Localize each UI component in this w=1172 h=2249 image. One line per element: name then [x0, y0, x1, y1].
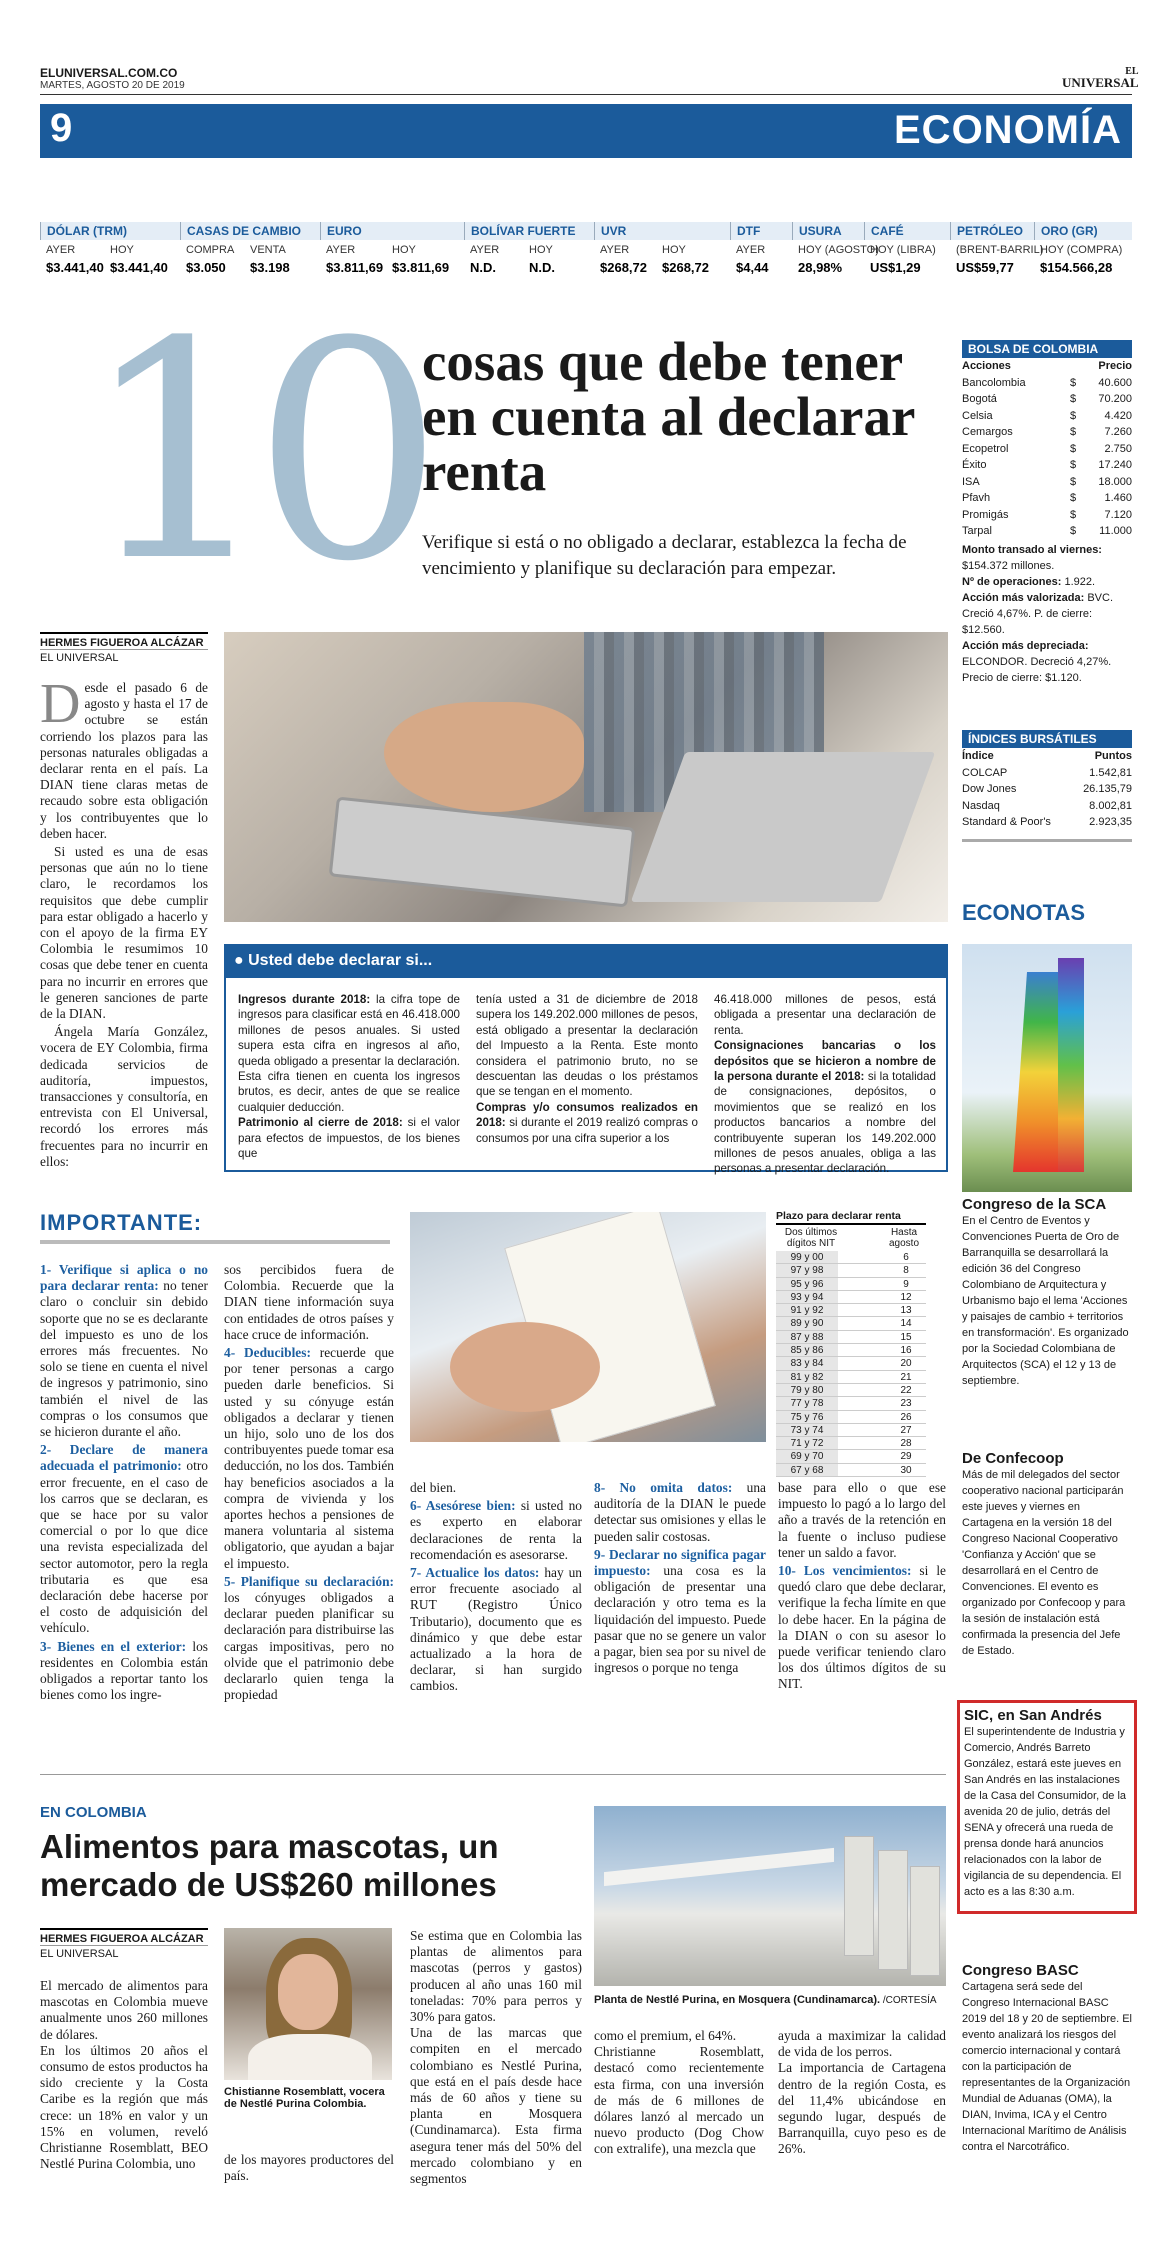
bolsa-title: BOLSA DE COLOMBIA [962, 340, 1132, 358]
kicker: EN COLOMBIA [40, 1804, 147, 1821]
market-casas-cambio: CASAS DE CAMBIO COMPRA VENTA $3.050 $3.198 [180, 222, 320, 282]
story2-col-2: de los mayores productores del país. [224, 2152, 394, 2184]
stock-row: Cemargos $ 7.260 [962, 426, 1132, 438]
deadline-row: 73 y 74 27 [776, 1424, 926, 1437]
stock-row: Ecopetrol $ 2.750 [962, 442, 1132, 455]
indices-title: ÍNDICES BURSÁTILES [962, 730, 1132, 748]
deadline-row: 81 y 82 21 [776, 1371, 926, 1384]
important-title: IMPORTANTE: [40, 1210, 203, 1235]
stock-row: ISA $ 18.000 [962, 475, 1132, 488]
deadline-row: 97 y 98 8 [776, 1264, 926, 1277]
colorful-tower-photo [962, 944, 1132, 1192]
indices-panel: ÍNDICES BURSÁTILES Índice Puntos COLCAP 1.542,81 Dow Jones 26.135,79 Nasdaq 8.002,81 Standard & Poor's 2.923,35 [962, 730, 1132, 842]
byline-2: HERMES FIGUEROA ALCÁZAR EL UNIVERSAL [40, 1928, 208, 1960]
author: HERMES FIGUEROA ALCÁZAR [40, 632, 208, 649]
portrait-caption: Chistianne Rosemblatt, vocera de Nestlé Purina Colombia. [224, 2086, 385, 2110]
market-uvr: UVR AYER HOY $268,72 $268,72 [594, 222, 730, 282]
receipt-photo [410, 1212, 766, 1442]
newspaper-logo: EL UNIVERSAL [1062, 66, 1139, 90]
important-col-3: del bien. 6- Asesórese bien: si usted no es experto en elaborar declaraciones de renta la recomendación es asesorarse. 7- Actualice los datos: hay un error frecuente asociado al RUT (Registro Único Tributario), documento que es dinámico y que debe estar actualizado a la hora de declarar, si han surgido cambios. [410, 1480, 582, 1694]
stock-row: Promigás $ 7.120 [962, 508, 1132, 521]
deadline-row: 93 y 94 12 [776, 1291, 926, 1304]
issue-date: MARTES, AGOSTO 20 DE 2019 [40, 80, 185, 91]
info-box: Ingresos durante 2018: la cifra tope de ingresos para clasificar está en 46.418.000 millones de pesos anuales. Si usted supera esta cifra en ingresos al año, queda obligado a presentar la declaración. Esta cifra tienen en cuenta los ingresos brutos, es decir, antes de que se realice cualquier deducción. Patrimonio al cierre de 2018: si el valor para efectos de impuestos, de los bienes que tenía usted a 31 de diciembre de 2018 supera los 149.202.000 millones de pesos, está obligado a presentar la declaración del Impuesto a la Renta. Este monto considera el patrimonio bruto, no se descuentan las deudas o los préstamos que se tengan en el momento. Compras y/o consumos realizados en 2018: si durante el 2019 realizó compras o consumos por una cifra superior a los 46.418.000 millones de pesos, está obligada a presentar una declaración de renta. Consignaciones bancarias o los depósitos que se hicieron a nombre de la persona durante el 2018: si la totalidad de consignaciones, depósitos, o movimientos que se realizó en los productos bancarios a nombre del contribuyente superan los 149.202.000 millones de pesos anuales, obliga a las personas a presentar declaración. [224, 978, 948, 1172]
news-sca: Congreso de la SCA En el Centro de Eventos y Convenciones Puerta de Oro de Barranquilla se desarrollará la edición 36 del Congreso Colombiano de Arquitectura y Urbanismo bajo el lema 'Acciones y paisajes de cambio + territorios en transformación'. Es organizado por la Sociedad Colombiana de Arquitectos (SCA) el 12 y 13 de septiembre. [962, 1196, 1129, 1387]
index-row: Nasdaq 8.002,81 [962, 799, 1132, 812]
plant-photo [594, 1806, 946, 1986]
bolsa-panel: BOLSA DE COLOMBIA Acciones Precio Bancolombia $ 40.600 Bogotá $ 70.200 Celsia $ 4.420 Cemargos $ 7.260 Ecopetrol $ 2.750 Éxito $ 17.240 ISA $ 18.000 Pfavh $ 1.460 Promigás $ 7.120 Tarpal $ 11.000 Monto transado al viernes: $154.372 millones. Nº de operaciones: 1.922. Acción más valorizada: BVC. Creció 4,67%. P. de cierre: $12.560. Acción más depreciada: ELCONDOR. Decreció 4,27%. Precio de cierre: $1.120. [962, 342, 1132, 684]
section-divider [40, 1774, 946, 1775]
deadline-row: 71 y 72 28 [776, 1437, 926, 1450]
important-col-1: 1- Verifique si aplica o no para declarar renta: no tener claro o concluir sin debido soporte que no se es declarante del impuesto es uno de los errores más frecuentes. No solo se tiene en cuenta el nivel de ingresos y patrimonio, sino también el nivel de las compras o los consumos que se hicieron durante el año. 2- Declare de manera adecuada el patrimonio: otro error frecuente, en el caso de los carros que se declaran, es que se hace por su valor comercial o por lo que dice una revista especializada del sector automotor, pero la regla tributaria es que esa declaración debe hacerse por el costo de adquisición del vehículo. 3- Bienes en el exterior: los residentes en Colombia están obligados a reportar tanto los bienes como los ingre- [40, 1262, 208, 1703]
market-usura: USURA HOY (AGOSTO) 28,98% [792, 222, 864, 282]
section-band [40, 104, 1132, 158]
plant-caption: Planta de Nestlé Purina, en Mosquera (Cundinamarca). /CORTESÍA [594, 1994, 937, 2006]
market-petroleo: PETRÓLEO (BRENT-BARRIL) US$59,77 [950, 222, 1034, 282]
site-name: ELUNIVERSAL.COM.CO [40, 66, 178, 80]
deadline-row: 79 y 80 22 [776, 1384, 926, 1397]
stock-row: Éxito $ 17.240 [962, 459, 1132, 471]
drop-cap: D [40, 673, 81, 735]
deadline-row: 85 y 86 16 [776, 1344, 926, 1357]
market-euro: EURO AYER HOY $3.811,69 $3.811,69 [320, 222, 464, 282]
market-oro: ORO (GR) HOY (COMPRA) $154.566,28 [1034, 222, 1132, 282]
market-bolivar: BOLÍVAR FUERTE AYER HOY N.D. N.D. [464, 222, 594, 282]
deadline-table: Plazo para declarar renta Dos últimos dígitos NIT Hasta agosto 99 y 00 6 97 y 98 8 95 y 96 9 93 y 94 12 91 y 92 13 89 y 90 14 87 y 88 15 85 y 86 16 83 y 84 20 81 y 82 21 79 y 80 22 77 y 78 23 75 y 76 26 73 y 74 27 71 y 72 28 69 y 70 29 67 y 68 30 [776, 1210, 926, 1477]
deadline-row: 69 y 70 29 [776, 1450, 926, 1463]
market-dtf: DTF AYER $4,44 [730, 222, 792, 282]
market-dolar: DÓLAR (TRM) AYER HOY $3.441,40 $3.441,40 [40, 222, 180, 282]
deadline-row: 91 y 92 13 [776, 1304, 926, 1317]
index-row: Standard & Poor's 2.923,35 [962, 816, 1132, 828]
market-cafe: CAFÉ HOY (LIBRA) US$1,29 [864, 222, 950, 282]
lead-column: Desde el pasado 6 de agosto y hasta el 17 de octubre se están corriendo los plazos para las personas naturales obligadas a declarar renta en el país. La DIAN tiene claras metas de recaudo sobre esta obligación y los contribuyentes que lo deben hacer. Si usted es una de esas personas que aún no lo tiene claro, le recordamos los requisitos que debe cumplir para estar obligado a hacerlo y con el apoyo de la firma EY Colombia le resumimos 10 cosas que debe tener en cuenta para no incurrir en errores que le generen sanciones de parte de la DIAN. Ángela María González, vocera de EY Colombia, firma dedicada servicios de auditoría, impuestos, transacciones y consultoría, en entrevista con El Universal, recordó los errores más frecuentes para no incurrir en ellos: [40, 673, 208, 1169]
stock-row: Tarpal $ 11.000 [962, 525, 1132, 537]
deadline-row: 95 y 96 9 [776, 1278, 926, 1291]
news-confecoop: De Confecoop Más de mil delegados del sector cooperativo nacional participarán este jueves y viernes en Cartagena en la versión 18 del Congreso Nacional Cooperativo 'Confianza y Acción' que se desarrollará en el Centro de Convenciones. El evento es organizado por Confecoop y para la sesión de instalación está confirmada la presencia del Jefe de Estado. [962, 1450, 1126, 1657]
index-row: COLCAP 1.542,81 [962, 766, 1132, 779]
story2-col-5: ayuda a maximizar la calidad de vida de los perros. La importancia de Cartagena dentro de la región Costa, es del 11,4% ubicándose en segundo lugar, después de Barranquilla, cuyo peso es de 26%. [778, 2028, 946, 2157]
important-rule [40, 1240, 390, 1244]
info-box-title: ● Usted debe declarar si... [224, 944, 948, 978]
deadline-row: 83 y 84 20 [776, 1357, 926, 1370]
important-col-2: sos percibidos fuera de Colombia. Recuerde que la DIAN tiene información suya con entidades de otros países y hace cruce de información. 4- Deducibles: recuerde que por tener personas a cargo pueden darle beneficios. Si usted y su cónyuge están obligados a declarar y tienen un hijo, solo uno de los dos contribuyentes puede tomar esa deducción, no los dos. También hay beneficios asociados a la compra de vivienda y los aportes hechos a pensiones de manera voluntaria al sistema obligatorio, que ayudan a bajar el impuesto. 5- Planifique su declaración: los cónyuges obligados a declarar pueden planificar su declaración para distribuirse las cargas impositivas, pero no olvide que el patrimonio debe declararlo quien tenga la propiedad [224, 1262, 394, 1703]
portrait-photo [224, 1928, 392, 2080]
page-number: 9 [50, 106, 73, 150]
big-number: 10 [82, 278, 424, 627]
important-col-5: base para ello o que ese impuesto lo pagó a lo largo del año a través de la retención en la fuente o incluso pudiese tener un saldo a favor. 10- Los vencimientos: si le quedó claro que debe declarar, verifique la fecha límite en que lo debe hacer. En la página de la DIAN o con su asesor lo puede verificar teniendo claro los dos últimos dígitos de su NIT. [778, 1480, 946, 1692]
deadline-row: 87 y 88 15 [776, 1331, 926, 1344]
byline [40, 632, 208, 664]
story2-col-4: como el premium, el 64%. Christianne Rosemblatt, destacó como recientemente esta firma, con una inversión de más de 6 millones de dólares lanzó al mercado un nuevo producto (Dog Chow con extralife), una mezcla que [594, 2028, 764, 2157]
story2-col-3: Se estima que en Colombia las plantas de alimentos para mascotas (perros y gastos) producen al año unas 160 mil toneladas: 70% para perros y 30% para gatos. Una de las marcas que compiten en el mercado colombiano es Nestlé Purina, que está en el país desde hace más de 60 años y tiene su planta en Mosquera (Cundinamarca). Esta firma asegura tener más del 50% del mercado colombiano y en segmentos [410, 1928, 582, 2187]
stock-row: Bancolombia $ 40.600 [962, 376, 1132, 389]
stock-row: Celsia $ 4.420 [962, 409, 1132, 422]
deadline-row: 89 y 90 14 [776, 1317, 926, 1330]
section-title: ECONOMÍA [894, 108, 1122, 152]
subheadline: Verifique si está o no obligado a declarar, establezca la fecha de vencimiento y planifique su declaración para empezar. [422, 532, 907, 579]
deadline-row: 99 y 00 6 [776, 1251, 926, 1264]
news-basc: Congreso BASC Cartagena será sede del Congreso Internacional BASC 2019 del 18 y 20 de septiembre. El evento analizará los riesgos del comercio internacional y contará con la participación de representantes de la Organización Mundial de Aduanas (OMA), la DIAN, Invima, ICA y el Centro Internacional Marítimo de Análisis contra el Narcotráfico. [962, 1962, 1133, 2153]
deadline-row: 75 y 76 26 [776, 1411, 926, 1424]
story2-col-1: El mercado de alimentos para mascotas en Colombia mueve anualmente unos 260 millones de dólares. En los últimos 20 años el consumo de estos productos ha sido creciente y la Costa Caribe es la región que más crece: un 18% en valor y un 15% en volumen, reveló Christianne Rosemblatt, BEO Nestlé Purina Colombia, uno [40, 1978, 208, 2172]
headline: cosas que debe tener en cuenta al declarar renta [422, 331, 915, 502]
deadline-row: 77 y 78 23 [776, 1397, 926, 1410]
stock-row: Pfavh $ 1.460 [962, 492, 1132, 504]
headline-2: Alimentos para mascotas, un mercado de US$260 millones [40, 1828, 499, 1903]
news-sic: SIC, en San Andrés El superintendente de Industria y Comercio, Andrés Barreto González, estará este jueves en San Andrés en las instalaciones de la Casa del Consumidor, de la avenida 20 de julio, detrás del SENA y ofrecerá una rueda de prensa donde hará anuncios relacionados con la labor de vigilancia de su dependencia. El acto es a las 8:30 a.m. [957, 1700, 1137, 1914]
calculator-photo [224, 632, 948, 922]
index-row: Dow Jones 26.135,79 [962, 783, 1132, 795]
header-rule [40, 94, 1132, 95]
deadline-row: 67 y 68 30 [776, 1464, 926, 1477]
stock-row: Bogotá $ 70.200 [962, 393, 1132, 405]
important-col-4: 8- No omita datos: una auditoría de la DIAN le puede detectar sus omisiones y ellas le pueden salir costosas. 9- Declarar no significa pagar impuesto: una cosa es la obligación de presentar una declaración y otro tema es la liquidación del impuesto. Puede pasar que no se genere un valor a pagar, bien sea por su nivel de ingresos o porque no tenga [594, 1480, 766, 1676]
outlet: EL UNIVERSAL [40, 649, 208, 664]
econotas-title: ECONOTAS [962, 900, 1086, 925]
